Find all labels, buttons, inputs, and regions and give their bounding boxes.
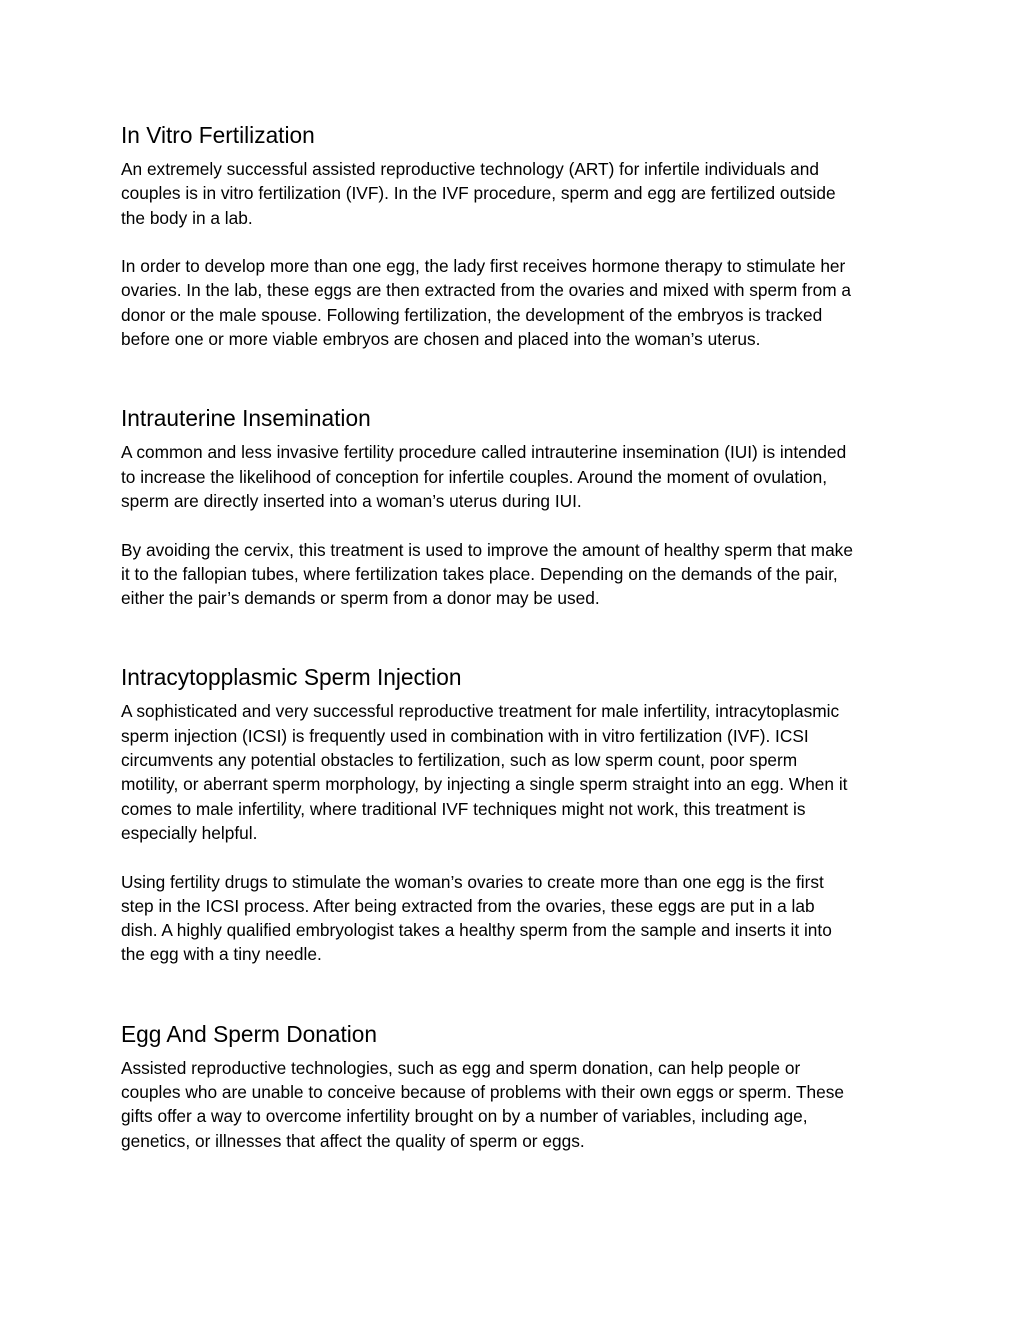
paragraph-line: Using fertility drugs to stimulate the woman’s ovaries to create more than one egg is the first	[121, 871, 824, 892]
paragraph-line: dish. A highly qualified embryologist takes a healthy sperm from the sample and inserts it into	[121, 920, 832, 941]
paragraph-line: sperm injection (ICSI) is frequently used in combination with in vitro fertilization (IVF). ICSI	[121, 725, 809, 746]
paragraph-line: circumvents any potential obstacles to fertilization, such as low sperm count, poor sperm	[121, 750, 798, 771]
paragraph-line: especially helpful.	[121, 822, 258, 843]
paragraph-line: to increase the likelihood of conception for infertile couples. Around the moment of ovulation,	[121, 466, 828, 487]
paragraph-line: before one or more viable embryos are chosen and placed into the woman’s uterus.	[121, 329, 761, 350]
paragraph-line: By avoiding the cervix, this treatment is used to improve the amount of healthy sperm that make	[121, 539, 853, 560]
paragraph	[121, 1056, 921, 1153]
paragraph-line: genetics, or illnesses that affect the quality of sperm or eggs.	[121, 1130, 585, 1151]
paragraph-line: A sophisticated and very successful reproductive treatment for male infertility, intracytoplasmic	[121, 701, 840, 722]
paragraph	[121, 870, 921, 967]
paragraph-line: comes to male infertility, where traditional IVF techniques might not work, this treatment is	[121, 798, 806, 819]
paragraph	[121, 699, 921, 845]
paragraph	[121, 254, 921, 351]
paragraph	[121, 440, 921, 513]
paragraph-line: donor or the male spouse. Following fertilization, the development of the embryos is tracked	[121, 304, 823, 325]
document-section	[121, 118, 921, 351]
paragraph-line: step in the ICSI process. After being extracted from the ovaries, these eggs are put in a lab	[121, 895, 815, 916]
paragraph-line: the body in a lab.	[121, 207, 253, 228]
paragraph-line: ovaries. In the lab, these eggs are then extracted from the ovaries and mixed with sperm from a	[121, 280, 852, 301]
paragraph-line: An extremely successful assisted reproductive technology (ART) for infertile individuals and	[121, 159, 819, 179]
paragraph-line: either the pair’s demands or sperm from a donor may be used.	[121, 588, 600, 609]
paragraph-line: the egg with a tiny needle.	[121, 944, 322, 965]
document-section	[121, 660, 921, 966]
paragraph-line: it to the fallopian tubes, where fertilization takes place. Depending on the demands of the pair,	[121, 563, 838, 584]
document-section	[121, 401, 921, 610]
paragraph	[121, 538, 921, 611]
paragraph-line: gifts offer a way to overcome infertility brought on by a number of variables, including age,	[121, 1106, 808, 1127]
document-body	[121, 118, 921, 1177]
paragraph-line: motility, or aberrant sperm morphology, by injecting a single sperm straight into an egg. When it	[121, 774, 848, 795]
paragraph	[121, 157, 921, 230]
paragraph-line: couples who are unable to conceive because of problems with their own eggs or sperm. These	[121, 1082, 845, 1103]
section-heading: Intrauterine Insemination	[121, 405, 371, 432]
paragraph-line: In order to develop more than one egg, the lady first receives hormone therapy to stimulate her	[121, 256, 846, 277]
section-heading: Egg And Sperm Donation	[121, 1020, 378, 1047]
section-heading: In Vitro Fertilization	[121, 122, 315, 148]
paragraph-line: A common and less invasive fertility procedure called intrauterine insemination (IUI) is intended	[121, 442, 847, 463]
section-heading: Intracytopplasmic Sperm Injection	[121, 664, 462, 691]
document-section	[121, 1017, 921, 1153]
paragraph-line: Assisted reproductive technologies, such as egg and sperm donation, can help people or	[121, 1057, 801, 1078]
paragraph-line: couples is in vitro fertilization (IVF). In the IVF procedure, sperm and egg are fertilized outside	[121, 183, 836, 204]
paragraph-line: sperm are directly inserted into a woman’s uterus during IUI.	[121, 490, 582, 511]
